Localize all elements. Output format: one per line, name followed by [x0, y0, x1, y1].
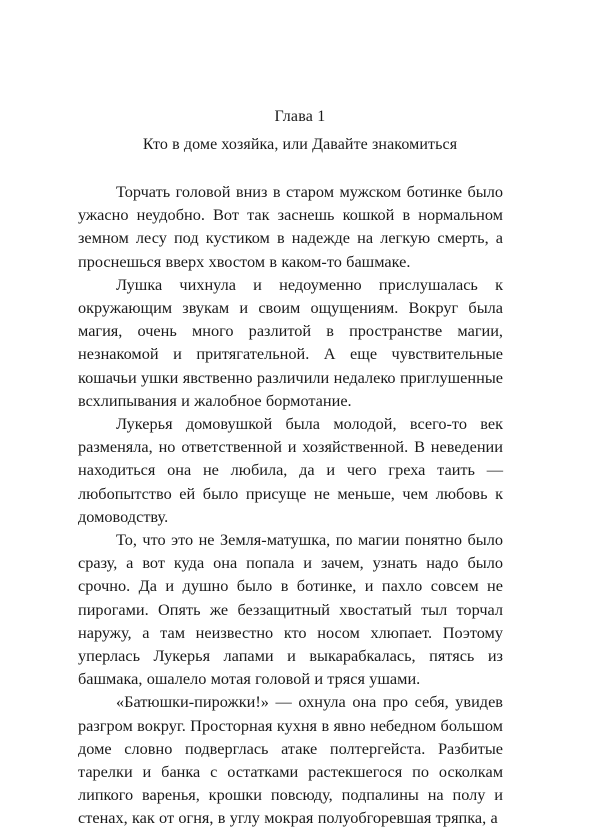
paragraph: Торчать головой вниз в старом мужском ботинке было ужасно неудобно. Вот так заснешь кошкой в нормальном земном лесу под кустиком в надежде на легкую смерть, а проснешься вверх хвостом в каком-то башмаке. — [78, 182, 503, 271]
paragraph: Лукерья домовушкой была молодой, всего-то век разменяла, но ответственной и хозяйственной. В неведении находиться она не любила, да и чего греха таить — любопытство ей было присуще не меньше, чем любовь к домоводству. — [78, 414, 503, 526]
body-text — [78, 180, 503, 830]
paragraph: Лушка чихнула и недоуменно прислушалась к окружающим звукам и своим ощущениям. Вокруг была магия, очень много разлитой в пространстве магии, незнакомой и притягательной. А еще чувствительные кошачьи ушки явственно различили недалеко приглушенные всхлипывания и жалобное бормотание. — [78, 274, 503, 410]
paragraph: «Батюшки-пирожки!» — охнула она про себя, увидев разгром вокруг. Просторная кухня в явно небедном большом доме словно подверглась атаке полтергейста. Разбитые тарелки и банка с остатками растекшегося по осколкам липкого варенья, крошки повсюду, подпалины на полу и стенах, как от огня, в углу мокрая полуобгоревшая тряпка, а — [78, 692, 503, 828]
chapter-title: Глава 1 — [274, 108, 326, 125]
chapter-subtitle: Кто в доме хозяйка, или Давайте знакомиться — [142, 136, 458, 153]
paragraph: То, что это не Земля-матушка, по магии понятно было сразу, а вот куда она попала и зачем, узнать надо было срочно. Да и душно было в ботинке, и пахло совсем не пирогами. Опять же беззащитный хвостатый тыл торчал наружу, а там неизвестно кто носом хлюпает. Поэтому уперлась Лукерья лапами и выкарабкалась, пятясь из башмака, ошалело мотая головой и тряся ушами. — [78, 530, 503, 689]
